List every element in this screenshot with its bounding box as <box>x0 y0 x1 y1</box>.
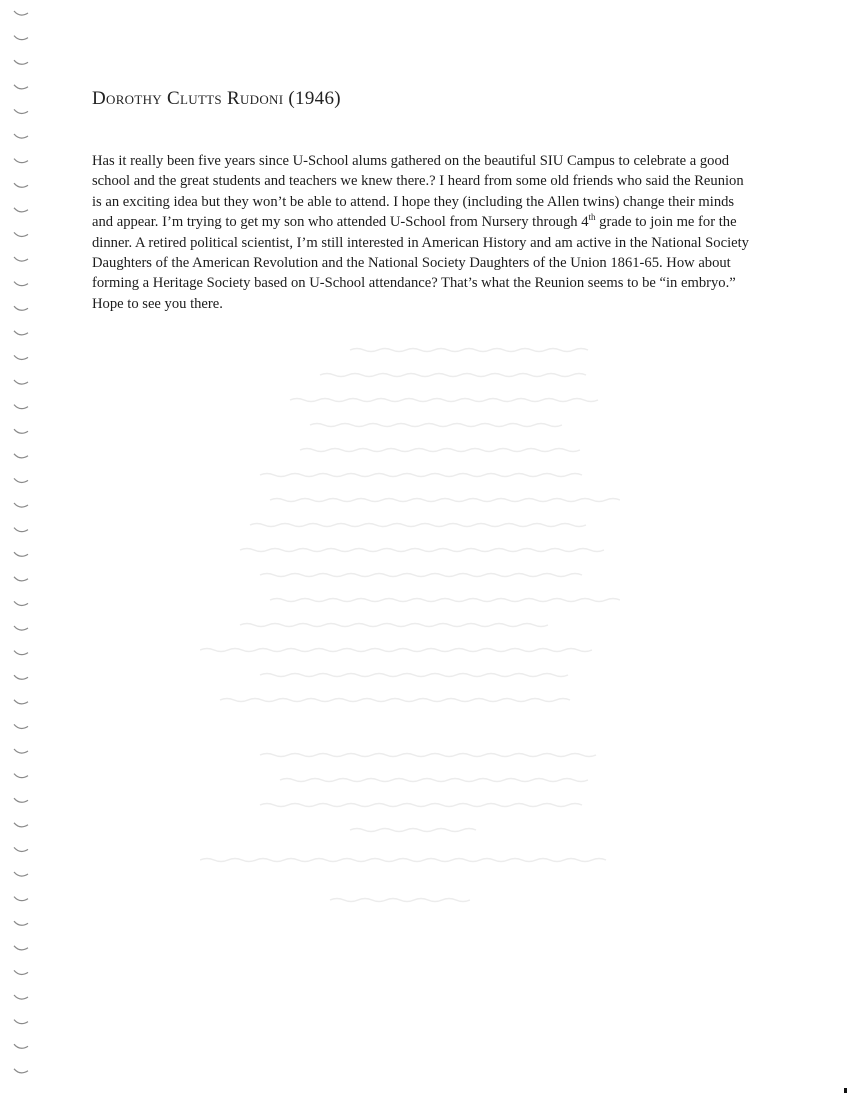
bleed-stroke <box>320 374 586 377</box>
binding-tick <box>14 798 28 802</box>
binding-tick <box>14 1020 28 1024</box>
binding-tick <box>14 134 28 138</box>
binding-tick <box>14 897 28 901</box>
bleed-stroke <box>260 474 582 477</box>
bleed-stroke <box>250 524 586 527</box>
binding-tick <box>14 306 28 310</box>
binding-tick <box>14 208 28 212</box>
binding-tick <box>14 159 28 163</box>
bleed-stroke <box>300 449 580 452</box>
binding-tick <box>14 872 28 876</box>
binding-tick <box>14 724 28 728</box>
bleed-stroke <box>260 754 596 757</box>
paragraph-text-part-2: grade to join me for the dinner. A retired political scientist, I’m still interested in American History and am active in the National Society Daughters of the American Revolution and the National Society Daughters of the Union 1861-65. How about forming a Heritage Society based on U-School attendance? That’s what the Reunion seems to be “in embryo.” Hope to see you there. <box>92 214 749 312</box>
bleed-stroke <box>290 399 598 402</box>
scan-corner-mark <box>844 1088 847 1093</box>
bleed-stroke <box>270 599 620 602</box>
binding-tick <box>14 946 28 950</box>
binding-tick <box>14 675 28 679</box>
binding-tick <box>14 700 28 704</box>
page-title <box>92 88 341 110</box>
body-paragraph <box>92 151 752 314</box>
author-name: Dorothy Clutts Rudoni <box>92 88 284 109</box>
binding-tick <box>14 257 28 261</box>
bleed-stroke <box>350 829 476 832</box>
bleed-stroke <box>240 549 604 552</box>
binding-tick <box>14 847 28 851</box>
binding-tick <box>14 232 28 236</box>
paragraph-text-part-1: Has it really been five years since U-School alums gathered on the beautiful SIU Campus to celebrate a good school and the great students and teachers we knew there.? I heard from some old friends who said the Reunion is an exciting idea but they won’t be able to attend. I hope they (including the Allen twins) change their minds and appear. I’m trying to get my son who attended U-School from Nursery through 4 <box>92 153 744 231</box>
bleed-stroke <box>260 804 582 807</box>
binding-tick <box>14 355 28 359</box>
class-year: (1946) <box>288 88 341 109</box>
binding-tick <box>14 478 28 482</box>
binding-tick <box>14 503 28 507</box>
bleed-stroke <box>280 779 588 782</box>
binding-tick <box>14 405 28 409</box>
binding-tick <box>14 528 28 532</box>
binding-tick <box>14 429 28 433</box>
bleed-stroke <box>260 674 568 677</box>
bleed-through-handwriting <box>200 340 620 940</box>
binding-tick <box>14 749 28 753</box>
binding-tick <box>14 823 28 827</box>
binding-tick <box>14 1044 28 1048</box>
bleed-stroke <box>350 349 588 352</box>
binding-tick <box>14 85 28 89</box>
bleed-stroke <box>270 499 620 502</box>
binding-tick <box>14 995 28 999</box>
binding-tick <box>14 651 28 655</box>
binding-tick <box>14 331 28 335</box>
spiral-binding-marks <box>0 0 40 1099</box>
bleed-stroke <box>330 899 470 902</box>
binding-tick <box>14 601 28 605</box>
binding-tick <box>14 921 28 925</box>
binding-tick <box>14 282 28 286</box>
binding-tick <box>14 36 28 40</box>
binding-tick <box>14 577 28 581</box>
binding-tick <box>14 109 28 113</box>
bleed-stroke <box>200 859 606 862</box>
bleed-stroke <box>220 699 570 702</box>
bleed-stroke <box>310 424 562 427</box>
binding-tick <box>14 11 28 15</box>
binding-tick <box>14 552 28 556</box>
bleed-stroke <box>240 624 548 627</box>
binding-tick <box>14 1069 28 1073</box>
binding-tick <box>14 454 28 458</box>
ordinal-suffix: th <box>588 212 596 223</box>
binding-tick <box>14 970 28 974</box>
binding-tick <box>14 183 28 187</box>
bleed-stroke <box>200 649 592 652</box>
bleed-stroke <box>260 574 582 577</box>
binding-tick <box>14 774 28 778</box>
binding-tick <box>14 380 28 384</box>
binding-tick <box>14 60 28 64</box>
binding-tick <box>14 626 28 630</box>
